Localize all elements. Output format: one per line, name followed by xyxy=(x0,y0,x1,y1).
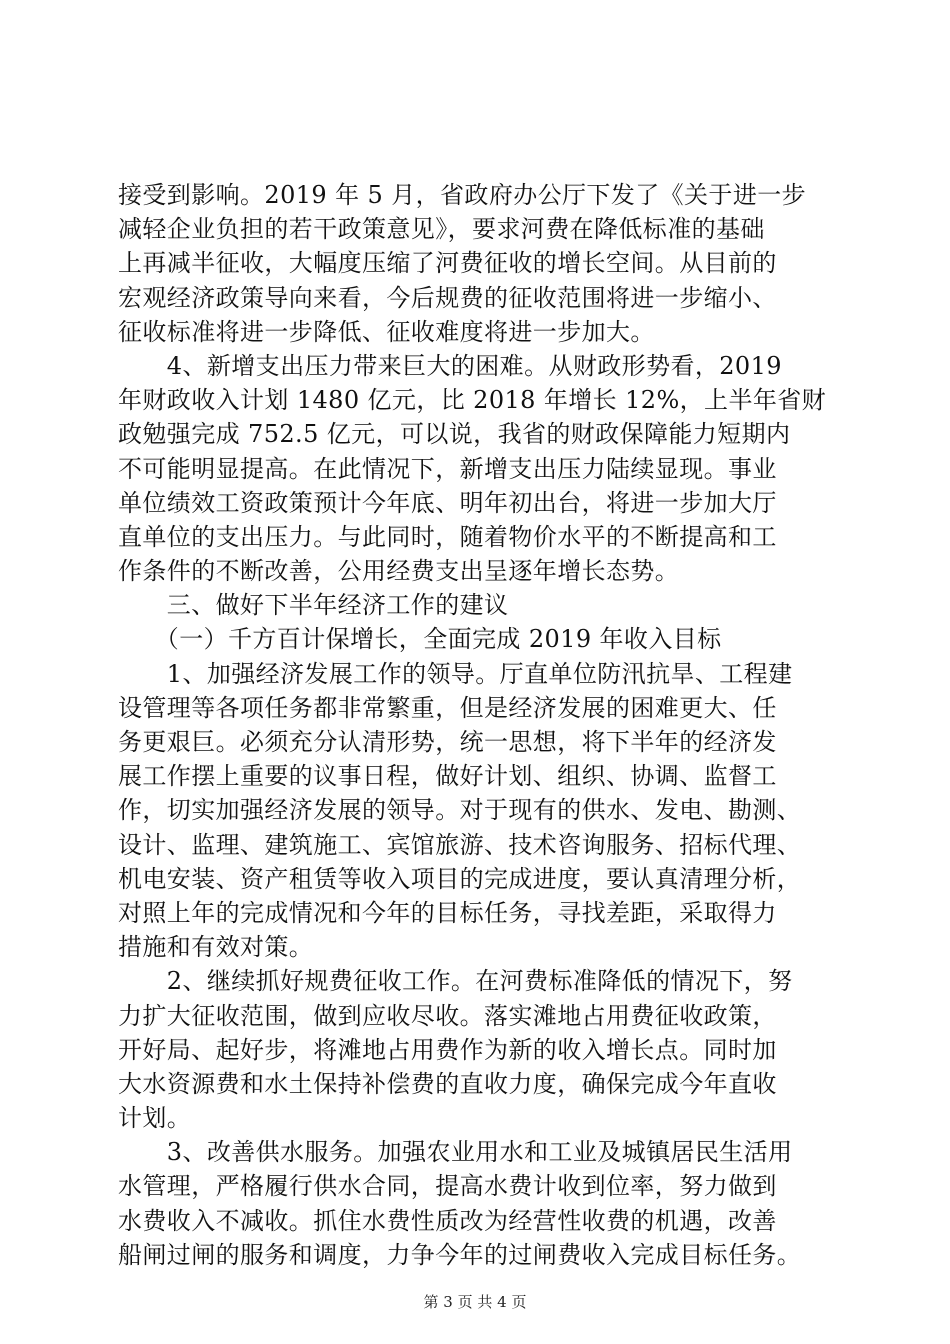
text-line: 1、加强经济发展工作的领导。厅直单位防汛抗旱、工程建 xyxy=(118,659,793,688)
text-line: 2、继续抓好规费征收工作。在河费标准降低的情况下，努 xyxy=(118,967,793,996)
text-line: 船闸过闸的服务和调度，力争今年的过闸费收入完成目标任务。 xyxy=(118,1240,802,1269)
text-line: 3、改善供水服务。加强农业用水和工业及城镇居民生活用 xyxy=(118,1138,793,1167)
text-line: 务更艰巨。必须充分认清形势，统一思想，将下半年的经济发 xyxy=(118,728,777,756)
text-line: 设计、监理、建筑施工、宾馆旅游、技术咨询服务、招标代理、 xyxy=(118,830,802,859)
text-line: 措施和有效对策。 xyxy=(118,933,314,962)
text-line: 减轻企业负担的若干政策意见》，要求河费在降低标准的基础 xyxy=(118,215,765,244)
text-line: 年财政收入计划 1480 亿元，比 2018 年增长 12%，上半年省财 xyxy=(118,386,827,415)
text-line: 设管理等各项任务都非常繁重，但是经济发展的困难更大、任 xyxy=(118,693,777,722)
text-line: 单位绩效工资政策预计今年底、明年初出台，将进一步加大厅 xyxy=(118,488,777,517)
text-line: 接受到影响。2019 年 5 月，省政府办公厅下发了《关于进一步 xyxy=(118,181,807,209)
text-line: 对照上年的完成情况和今年的目标任务，寻找差距，采取得力 xyxy=(118,898,777,927)
text-line: 力扩大征收范围，做到应收尽收。落实滩地占用费征收政策， xyxy=(118,1001,777,1030)
text-line: 开好局、起好步，将滩地占用费作为新的收入增长点。同时加 xyxy=(118,1035,777,1064)
text-line: 政勉强完成 752.5 亿元，可以说，我省的财政保障能力短期内 xyxy=(118,420,791,449)
text-line: 不可能明显提高。在此情况下，新增支出压力陆续显现。事业 xyxy=(118,454,777,483)
section-heading: 三、做好下半年经济工作的建议 xyxy=(118,591,509,620)
text-line: 4、新增支出压力带来巨大的困难。从财政形势看，2019 xyxy=(118,351,782,380)
document-body xyxy=(118,178,836,1272)
text-line: 征收标准将进一步降低、征收难度将进一步加大。 xyxy=(118,317,655,346)
text-line: 大水资源费和水土保持补偿费的直收力度，确保完成今年直收 xyxy=(118,1069,777,1098)
text-line: 上再减半征收，大幅度压缩了河费征收的增长空间。从目前的 xyxy=(118,249,777,278)
text-line: 作条件的不断改善，公用经费支出呈逐年增长态势。 xyxy=(118,557,680,586)
subsection-heading: （一）千方百计保增长，全面完成 2019 年收入目标 xyxy=(118,625,722,654)
text-line: 水管理，严格履行供水合同，提高水费计收到位率，努力做到 xyxy=(118,1172,777,1201)
text-line: 直单位的支出压力。与此同时，随着物价水平的不断提高和工 xyxy=(118,522,777,551)
text-line: 计划。 xyxy=(118,1104,192,1133)
text-line: 展工作摆上重要的议事日程，做好计划、组织、协调、监督工 xyxy=(118,762,777,791)
text-line: 机电安装、资产租赁等收入项目的完成进度，要认真清理分析， xyxy=(118,864,802,893)
text-line: 水费收入不减收。抓住水费性质改为经营性收费的机遇，改善 xyxy=(118,1206,777,1235)
page-number-label: 第 3 页 共 4 页 xyxy=(423,1293,527,1311)
page-footer xyxy=(0,1292,950,1312)
text-line: 宏观经济政策导向来看，今后规费的征收范围将进一步缩小、 xyxy=(118,283,777,312)
text-line: 作，切实加强经济发展的领导。对于现有的供水、发电、勘测、 xyxy=(118,796,802,825)
